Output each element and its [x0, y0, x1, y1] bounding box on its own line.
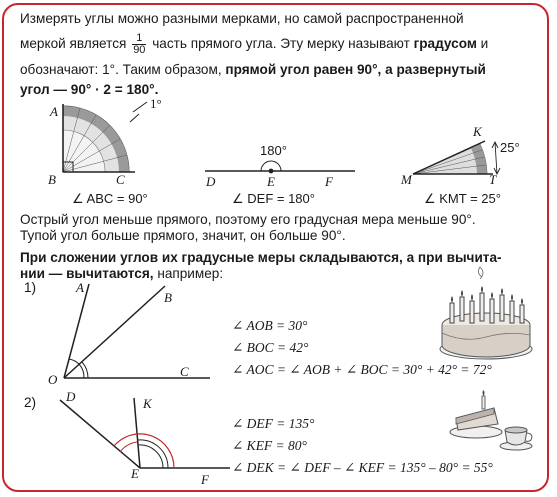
- intro-text: часть прямого угла. Эту мерку называют: [152, 36, 410, 52]
- point-c-label: C: [180, 364, 189, 379]
- equation-boc: ∠ BOC = 42°: [232, 340, 309, 355]
- point-e-label: E: [131, 466, 139, 481]
- point-c-label: C: [116, 172, 125, 187]
- intro-text: и: [480, 36, 489, 52]
- ray-ed: [60, 400, 140, 468]
- rule-bold-text: При сложении углов их градусные меры складываются, а при вычита-: [20, 250, 502, 265]
- point-b-label: B: [164, 290, 172, 305]
- angle-arc-def: [114, 434, 174, 468]
- caption-def: ∠ DEF = 180°: [232, 191, 315, 206]
- intro-text: меркой является: [20, 36, 127, 52]
- angle-25-label: 25°: [500, 140, 520, 155]
- intro-line-1: Измерять углы можно разными мерками, но самой распространенной: [20, 11, 464, 26]
- rule-bold-text: нии — вычитаются,: [20, 266, 154, 281]
- intro-bold-term: градусом: [413, 36, 477, 52]
- point-f-label: F: [325, 174, 333, 189]
- tea-cup-icon: [500, 422, 536, 452]
- point-d-label: D: [66, 389, 76, 404]
- one-degree-pointer: [130, 114, 139, 122]
- one-degree-pointer: [133, 102, 147, 112]
- caption-kmt: ∠ KMT = 25°: [424, 191, 501, 206]
- point-m-label: M: [401, 172, 412, 187]
- point-k-label: K: [473, 124, 482, 139]
- equation-aoc: ∠ AOC = ∠ AOB + ∠ BOC = 30° + 42° = 72°: [232, 362, 492, 377]
- example-2-number: 2): [24, 395, 37, 410]
- rule-line-1: [20, 250, 502, 266]
- ray-oa: [64, 284, 89, 378]
- intro-bold-statement: прямой угол равен 90°, а развернутый: [225, 62, 486, 77]
- point-k-label: K: [143, 396, 152, 411]
- right-angle-figure: [55, 100, 165, 180]
- acute-obtuse-line-1: Острый угол меньше прямого, поэтому его градусная мера меньше 90°.: [20, 212, 476, 227]
- point-o-label: O: [48, 372, 58, 387]
- equation-def: ∠ DEF = 135°: [232, 416, 315, 431]
- angle-arc: [69, 359, 79, 364]
- angle-arc-kef: [138, 445, 163, 468]
- equation-dek: ∠ DEK = ∠ DEF – ∠ KEF = 135° – 80° = 55°: [232, 460, 493, 475]
- one-degree-label: 1°: [150, 96, 162, 111]
- point-t-label: T: [489, 172, 497, 187]
- intro-text: обозначают: 1°. Таким образом,: [20, 62, 222, 77]
- caption-abc: ∠ ABC = 90°: [72, 191, 148, 206]
- point-a-label: A: [50, 104, 58, 119]
- point-a-label: A: [76, 280, 84, 295]
- point-d-label: D: [206, 174, 216, 189]
- vertex-e: [269, 169, 274, 174]
- angle-arc-kef: [137, 440, 168, 468]
- example-1-number: 1): [24, 280, 37, 295]
- cake-slice-icon: [448, 392, 508, 442]
- fraction-numerator: 1: [132, 33, 146, 45]
- intro-line-4: [20, 79, 158, 101]
- intro-bold-statement: угол — 90° · 2 = 180°.: [20, 82, 159, 97]
- point-b-label: B: [48, 172, 56, 187]
- angle-arc: [79, 364, 84, 378]
- birthday-cake-icon: [436, 263, 536, 363]
- fraction-denominator: 90: [133, 44, 146, 56]
- intro-line-3: [20, 59, 486, 81]
- equation-aob: ∠ AOB = 30°: [232, 318, 308, 333]
- intro-line-2: [20, 33, 488, 56]
- point-f-label: F: [201, 472, 209, 487]
- acute-obtuse-line-2: Тупой угол больше прямого, значит, он больше 90°.: [20, 228, 346, 243]
- rule-text: например:: [157, 266, 224, 281]
- ray-ek: [134, 398, 140, 468]
- measure-arrow: [495, 142, 497, 174]
- point-e-label: E: [267, 174, 275, 189]
- acute-angle-figure: [405, 128, 525, 188]
- angle-180-label: 180°: [260, 143, 287, 158]
- fraction: [132, 33, 146, 56]
- angle-arc-dek: [120, 442, 137, 452]
- equation-kef: ∠ KEF = 80°: [232, 438, 307, 453]
